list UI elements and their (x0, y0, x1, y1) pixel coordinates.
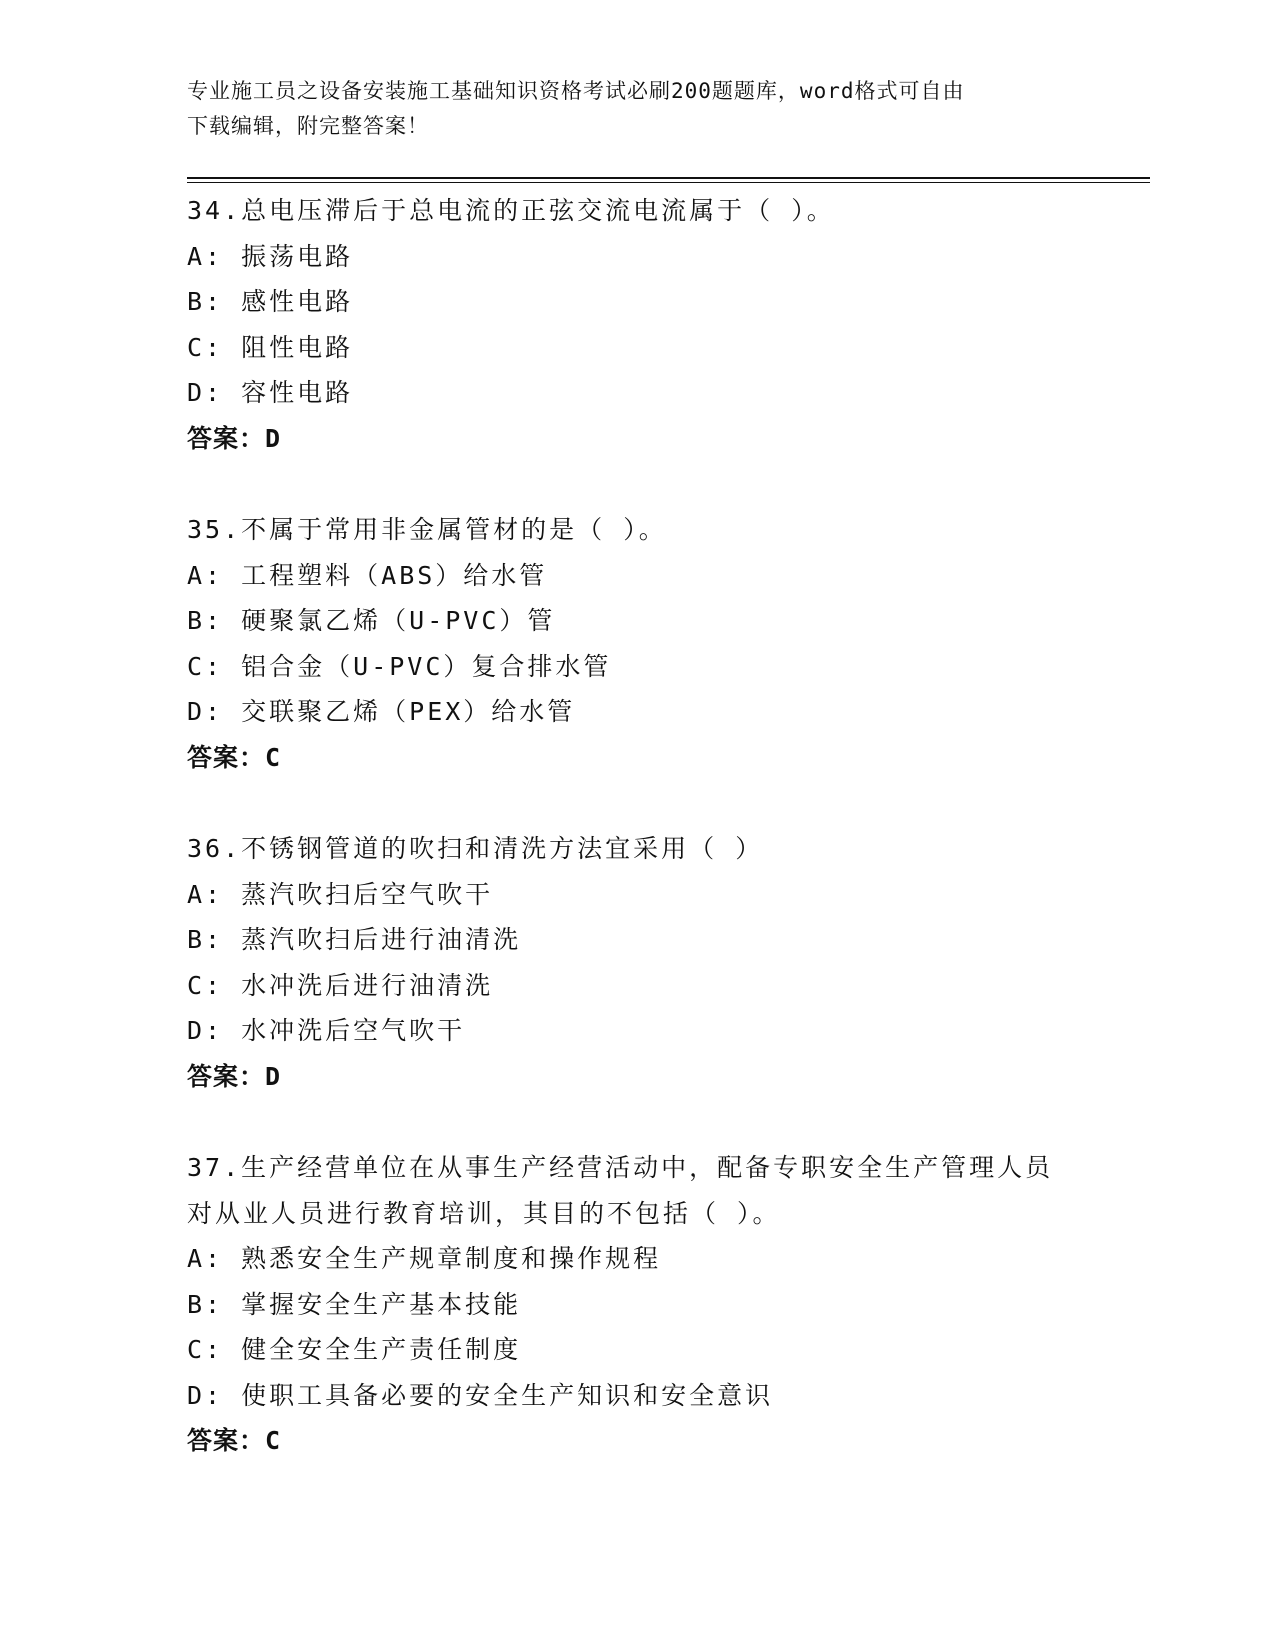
question-37 (187, 1145, 1087, 1464)
question-stem-line-2: 对从业人员进行教育培训，其目的不包括（ ）。 (187, 1198, 781, 1228)
question-list (187, 188, 1087, 1510)
question-stem: 34.总电压滞后于总电流的正弦交流电流属于（ ）。 (187, 196, 835, 225)
document-header (187, 74, 1067, 144)
question-35 (187, 507, 1087, 780)
option-b: B: 感性电路 (187, 287, 354, 316)
option-b: B: 硬聚氯乙烯（U-PVC）管 (187, 606, 556, 635)
question-stem-line-1: 37.生产经营单位在从事生产经营活动中，配备专职安全生产管理人员 (187, 1153, 1054, 1182)
option-a: A: 蒸汽吹扫后空气吹干 (187, 879, 494, 909)
option-a: A: 工程塑料（ABS）给水管 (187, 560, 548, 590)
option-d: D: 容性电路 (187, 378, 354, 407)
option-d: D: 水冲洗后空气吹干 (187, 1016, 466, 1045)
option-c: C: 健全安全生产责任制度 (187, 1335, 522, 1364)
option-c: C: 铝合金（U-PVC）复合排水管 (187, 651, 612, 681)
option-c: C: 阻性电路 (187, 332, 354, 362)
option-b: B: 掌握安全生产基本技能 (187, 1289, 522, 1319)
option-d: D: 使职工具备必要的安全生产知识和安全意识 (187, 1380, 774, 1410)
option-a: A: 熟悉安全生产规章制度和操作规程 (187, 1244, 662, 1273)
header-line-1: 专业施工员之设备安装施工基础知识资格考试必刷200题题库，word格式可自由 (187, 79, 965, 103)
option-c: C: 水冲洗后进行油清洗 (187, 970, 494, 1000)
answer-line: 答案：D (187, 423, 282, 453)
header-divider-thin (187, 182, 1150, 183)
question-stem: 35.不属于常用非金属管材的是（ ）。 (187, 515, 667, 544)
question-36 (187, 826, 1087, 1099)
answer-line: 答案：C (187, 742, 282, 772)
header-divider-thick (187, 177, 1150, 179)
option-a: A: 振荡电路 (187, 241, 354, 271)
option-b: B: 蒸汽吹扫后进行油清洗 (187, 925, 522, 954)
header-line-2: 下载编辑，附完整答案！ (187, 114, 429, 138)
question-34 (187, 188, 1087, 461)
option-d: D: 交联聚乙烯（PEX）给水管 (187, 697, 576, 726)
answer-line: 答案：D (187, 1061, 282, 1091)
answer-line: 答案：C (187, 1426, 282, 1455)
question-stem: 36.不锈钢管道的吹扫和清洗方法宜采用（ ） (187, 834, 764, 863)
